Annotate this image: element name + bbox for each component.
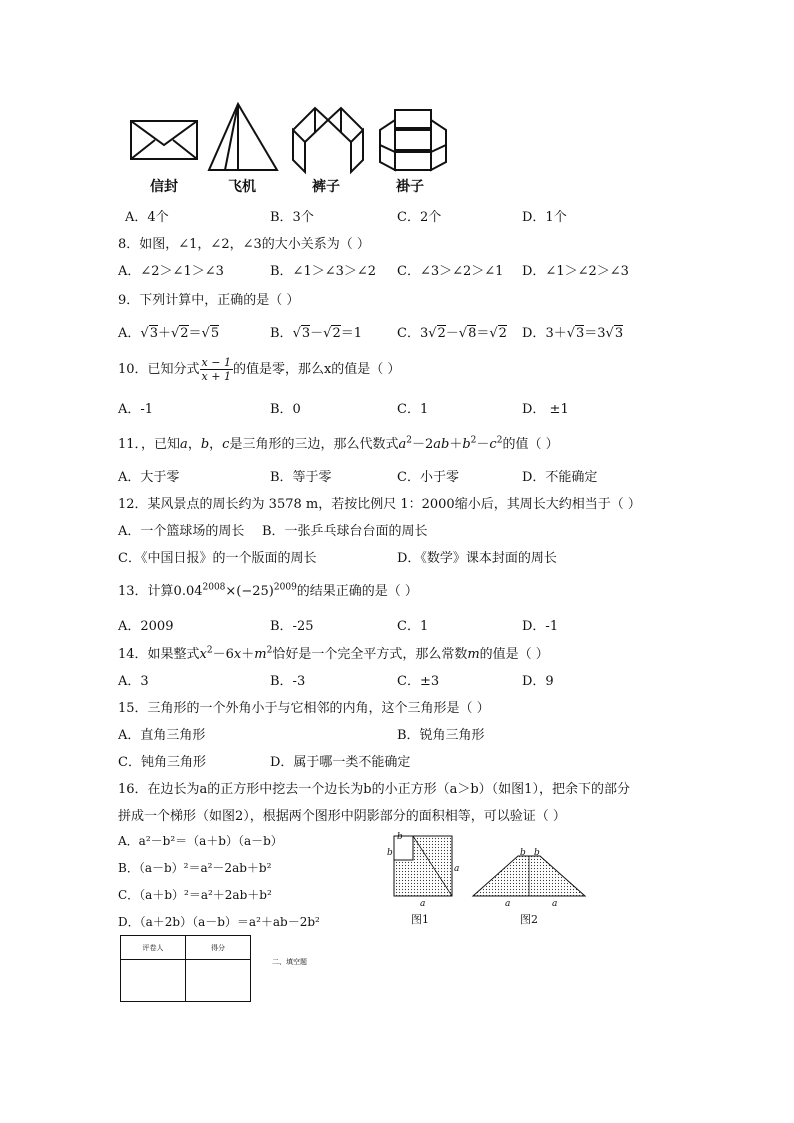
q12-option-b: B．一张乒乓球台台面的周长 bbox=[262, 524, 428, 539]
q11-option-a: A．大于零 bbox=[118, 470, 180, 485]
q9-text: 9．下列计算中，正确的是（ ） bbox=[118, 293, 300, 308]
q13-option-c: C．1 bbox=[397, 619, 429, 634]
q16-option-b: B．（a－b）²＝a²－2ab＋b² bbox=[118, 861, 272, 875]
q11-option-b: B．等于零 bbox=[270, 470, 332, 485]
q9-option-c: C．3√2－√8＝√2 bbox=[397, 326, 507, 341]
figure1-square bbox=[394, 836, 452, 896]
q13-option-d: D．-1 bbox=[522, 619, 559, 634]
section-heading: 二、填空题 bbox=[272, 958, 307, 966]
q12-option-a: A．一个篮球场的周长 bbox=[118, 524, 245, 539]
jacket-icon bbox=[380, 110, 446, 170]
q15-text: 15．三角形的一个外角小于与它相邻的内角，这个三角形是（ ） bbox=[118, 701, 490, 716]
q7-option-a: A．4个 bbox=[125, 210, 169, 225]
q13-text: 13．计算$0.04^{2008}\times(-25)^{2009}$的结果正确的是（ ） bbox=[118, 582, 418, 599]
q7-option-b: B．3个 bbox=[270, 210, 314, 225]
q14-option-d: D．9 bbox=[522, 674, 554, 689]
q9-option-d: D．3＋√3＝3√3 bbox=[522, 326, 624, 341]
fig2-label-a-right: a bbox=[552, 899, 558, 909]
q13-option-b: B．-25 bbox=[270, 619, 314, 634]
fig1-label-a-right: a bbox=[454, 864, 460, 874]
q14-option-b: B．-3 bbox=[270, 674, 306, 689]
figure-label-jacket: 褂子 bbox=[396, 179, 424, 195]
q16-line2: 拼成一个梯形（如图2），根据两个图形中阴影部分的面积相等，可以验证（ ） bbox=[118, 809, 566, 824]
q11-text: 11．，已知a，b，c是三角形的三边，那么代数式$a^2-2ab+b^2-c^2$的值（ ） bbox=[118, 435, 559, 452]
q11-option-c: C．小于零 bbox=[397, 470, 459, 485]
q8-text: 8．如图，∠1，∠2，∠3的大小关系为（ ） bbox=[118, 237, 370, 252]
q14-text: 14．如果整式$x^2-6x+m^2$恰好是一个完全平方式，那么常数m的值是（ ） bbox=[118, 645, 549, 662]
q12-option-d: D．《数学》课本封面的周长 bbox=[397, 551, 557, 566]
q16-option-c: C．（a＋b）²＝a²＋2ab＋b² bbox=[118, 888, 272, 902]
score-table-score: 得分 bbox=[186, 936, 251, 960]
fig2-label-b-right: b bbox=[534, 848, 540, 858]
fig2-caption: 图2 bbox=[520, 913, 538, 926]
pants-icon bbox=[293, 108, 363, 172]
q8-option-b: B．∠1＞∠3＞∠2 bbox=[270, 264, 377, 279]
fig1-label-b-left: b bbox=[387, 848, 393, 858]
q16-option-a: A．a²－b²＝（a＋b）（a－b） bbox=[118, 834, 283, 848]
q8-option-d: D．∠1＞∠2＞∠3 bbox=[522, 264, 629, 279]
q14-option-c: C．±3 bbox=[397, 674, 440, 689]
q10-fraction: $\frac{x - 1}{x + 1}$ bbox=[201, 356, 231, 383]
score-table-grader: 评卷人 bbox=[121, 936, 186, 960]
q15-option-d: D．属于哪一类不能确定 bbox=[270, 755, 411, 770]
q8-option-a: A．∠2＞∠1＞∠3 bbox=[118, 264, 224, 279]
envelope-icon bbox=[131, 121, 197, 159]
q15-option-a: A．直角三角形 bbox=[118, 728, 206, 743]
figure-label-envelope: 信封 bbox=[150, 179, 178, 195]
q13-option-a: A．2009 bbox=[118, 619, 174, 634]
q15-option-b: B．锐角三角形 bbox=[397, 728, 485, 743]
figure2-trapezoid bbox=[473, 856, 585, 896]
q9-option-b: B．√3－√2＝1 bbox=[270, 326, 362, 341]
q12-option-c: C．《中国日报》的一个版面的周长 bbox=[118, 551, 317, 566]
fig1-caption: 图1 bbox=[411, 913, 429, 926]
q16-option-d: D．（a＋2b）（a－b）＝a²＋ab－2b² bbox=[118, 915, 320, 929]
q10-option-c: C．1 bbox=[397, 402, 429, 417]
score-table bbox=[120, 935, 251, 1002]
q10-text: 10．已知分式 $\frac{x - 1}{x + 1}$ 的值是零，那么x的值是（ ） bbox=[118, 356, 401, 383]
q11-option-d: D．不能确定 bbox=[522, 470, 598, 485]
fig1-label-a-bottom: a bbox=[420, 899, 426, 909]
q10-option-b: B．0 bbox=[270, 402, 301, 417]
q15-option-c: C．钝角三角形 bbox=[118, 755, 206, 770]
q16-line1: 16．在边长为a的正方形中挖去一个边长为b的小正方形（a＞b）（如图1），把余下的部分 bbox=[118, 782, 630, 797]
q10-option-d: D． ±1 bbox=[522, 402, 569, 417]
q8-option-c: C．∠3＞∠2＞∠1 bbox=[397, 264, 504, 279]
q7-option-d: D．1个 bbox=[522, 210, 567, 225]
q10-option-a: A．-1 bbox=[118, 402, 154, 417]
q7-option-c: C．2个 bbox=[397, 210, 442, 225]
figure-label-pants: 裤子 bbox=[312, 179, 340, 195]
q12-text: 12．某风景点的周长约为 3578 m，若按比例尺 1：2000缩小后，其周长大约相当于（ ） bbox=[118, 497, 641, 512]
fig2-label-b-left: b bbox=[520, 848, 526, 858]
score-table-grader-cell bbox=[121, 960, 186, 1002]
q14-option-a: A．3 bbox=[118, 674, 149, 689]
score-table-score-cell bbox=[186, 960, 251, 1002]
figure-label-airplane: 飞机 bbox=[228, 179, 256, 195]
fig1-label-b-top: b bbox=[397, 832, 403, 842]
airplane-icon bbox=[209, 104, 277, 170]
q9-option-a: A．√3＋√2＝√5 bbox=[118, 326, 220, 341]
fig2-label-a-left: a bbox=[505, 899, 511, 909]
